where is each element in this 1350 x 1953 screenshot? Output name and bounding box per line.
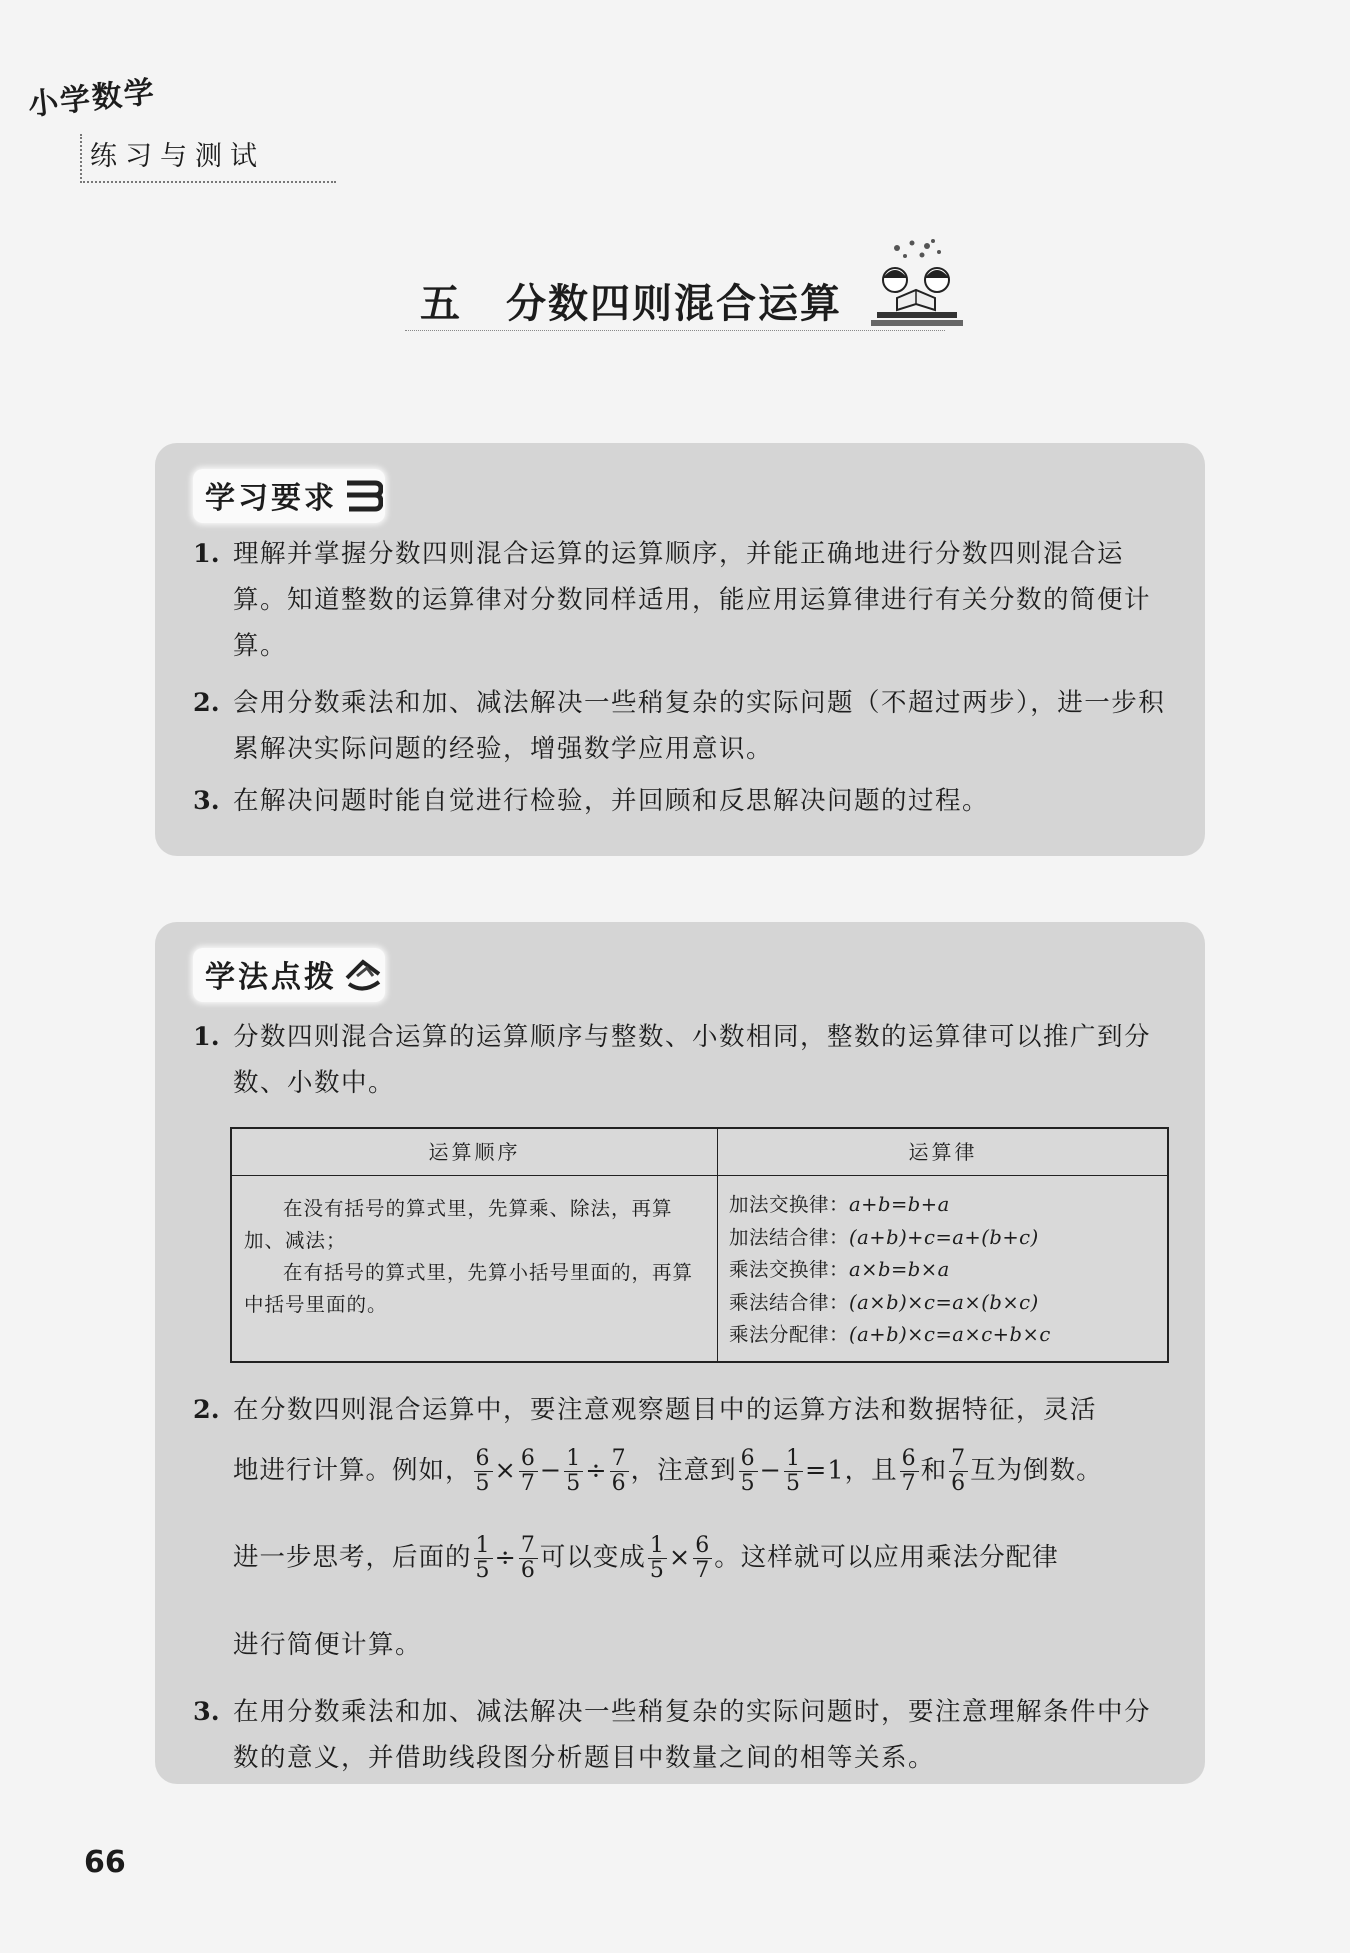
fraction: $\frac{1}{5}$ (786, 1446, 802, 1496)
book-name: 练习与测试 (80, 134, 336, 183)
requirement-item-2 (193, 680, 1175, 772)
item-number: 1. (193, 539, 220, 569)
book-series-label (26, 74, 336, 183)
tip-item-3 (193, 1689, 1175, 1781)
tip-item-2 (193, 1387, 1175, 1433)
law-row: 乘法交换律：a×b=b×a (729, 1258, 950, 1281)
fraction: $\frac{7}{6}$ (611, 1446, 627, 1496)
requirement-item-3 (193, 778, 1175, 824)
fraction: $\frac{7}{6}$ (520, 1533, 536, 1583)
study-tips-heading (193, 948, 385, 1002)
order-rule-brackets: 在有括号的算式里，先算小括号里面的，再算中括号里面的。 (244, 1261, 694, 1316)
book-stack-icon (343, 475, 383, 515)
study-tips-box (155, 922, 1205, 1784)
chapter-title (420, 272, 842, 329)
reading-children-illustration (867, 238, 967, 330)
item-text: 分数四则混合运算的运算顺序与整数、小数相同，整数的运算律可以推广到分数、小数中。 (233, 1022, 1152, 1098)
item-number: 1. (193, 1022, 220, 1052)
fraction: $\frac{6}{7}$ (901, 1446, 917, 1496)
requirement-item-1 (193, 531, 1175, 669)
learning-requirements-heading (193, 469, 385, 523)
item-number: 3. (193, 1697, 220, 1727)
study-tips-title: 学法点拨 (205, 960, 337, 995)
chapter-number: 五 (420, 280, 462, 327)
operation-laws-cell (729, 1189, 1051, 1352)
item-number: 2. (193, 1395, 220, 1425)
fraction: $\frac{1}{5}$ (566, 1446, 582, 1496)
item-number: 3. (193, 786, 220, 816)
fraction: $\frac{6}{5}$ (740, 1446, 756, 1496)
arrow-swirl-icon (343, 954, 383, 994)
item-text: 会用分数乘法和加、减法解决一些稍复杂的实际问题（不超过两步），进一步积累解决实际问题的经验，增强数学应用意识。 (233, 688, 1166, 764)
tip-item-1 (193, 1014, 1175, 1106)
table-header-laws: 运算律 (908, 1140, 978, 1164)
fraction: $\frac{1}{5}$ (475, 1533, 491, 1583)
law-row: 加法交换律：a+b=b+a (729, 1193, 950, 1216)
item-text: 在分数四则混合运算中，要注意观察题目中的运算方法和数据特征，灵活 (233, 1395, 1098, 1425)
item-number: 2. (193, 688, 220, 718)
item-text: 理解并掌握分数四则混合运算的运算顺序，并能正确地进行分数四则混合运算。知道整数的运算律对分数同样适用，能应用运算律进行有关分数的简便计算。 (233, 539, 1152, 661)
fraction: $\frac{6}{7}$ (695, 1533, 711, 1583)
tip-2-last-line: 进行简便计算。 (233, 1630, 423, 1660)
order-rule-no-brackets: 在没有括号的算式里，先算乘、除法，再算加、减法； (244, 1197, 673, 1252)
fraction: $\frac{6}{5}$ (475, 1446, 491, 1496)
chapter-heading (405, 268, 945, 331)
law-row: 加法结合律：(a+b)+c=a+(b+c) (729, 1225, 1039, 1249)
page-number: 66 (84, 1845, 126, 1880)
learning-requirements-title: 学习要求 (205, 481, 337, 516)
fraction: $\frac{1}{5}$ (649, 1533, 665, 1583)
law-row: 乘法结合律：(a×b)×c=a×(b×c) (729, 1290, 1039, 1314)
operation-order-cell (244, 1193, 709, 1321)
tip-2-example-line: 地进行计算。例如， $\frac{6}{5}$ × $\frac{6}{7}$ − $\frac{1}{5}$ ÷ $\frac{7}{6}$ ，注意到 $\frac{6}{5}$ − $\frac{1}{5}$ =1，且 $\frac{6}{7}$ 和 $\frac{7}{6}$ 互为倒数。 (233, 1446, 1103, 1496)
item-text: 在解决问题时能自觉进行检验，并回顾和反思解决问题的过程。 (233, 786, 990, 816)
operation-rules-table (230, 1127, 1169, 1363)
series-name: 小学数学 (26, 74, 158, 123)
law-row: 乘法分配律：(a+b)×c=a×c+b×c (729, 1323, 1051, 1346)
chapter-name: 分数四则混合运算 (506, 280, 842, 327)
fraction: $\frac{6}{7}$ (520, 1446, 536, 1496)
fraction: $\frac{7}{6}$ (951, 1446, 967, 1496)
learning-requirements-box (155, 443, 1205, 856)
table-header-order: 运算顺序 (428, 1140, 521, 1164)
item-text: 在用分数乘法和加、减法解决一些稍复杂的实际问题时，要注意理解条件中分数的意义，并借助线段图分析题目中数量之间的相等关系。 (233, 1697, 1152, 1773)
tip-2-thinking-line: 进一步思考，后面的 $\frac{1}{5}$ ÷ $\frac{7}{6}$ 可以变成 $\frac{1}{5}$ × $\frac{6}{7}$ 。这样就可以应用乘法分配律 (233, 1533, 1059, 1583)
